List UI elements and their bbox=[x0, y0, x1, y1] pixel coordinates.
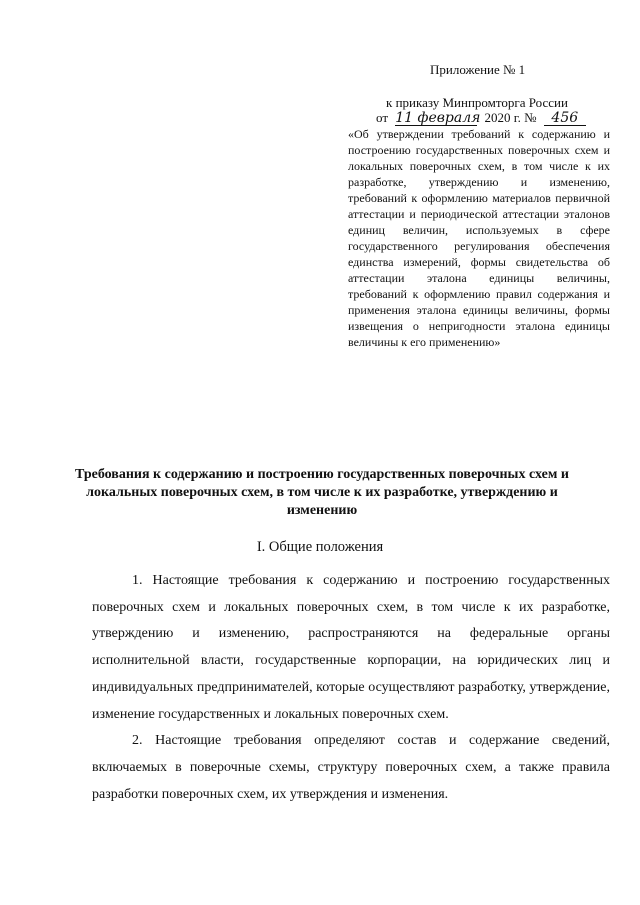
appendix-title: Приложение № 1 bbox=[430, 62, 526, 77]
paragraph-1: 1. Настоящие требования к содержанию и построению государственных поверочных схем и локальных поверочных схем, в том числе к их разработке, утверждению и изменению, распространяются на федеральные органы исполнительной власти, государственные корпорации, на юридических лиц и индивидуальных предпринимателей, которые осуществляют разработку, утверждение, изменение государственных и локальных поверочных схем. bbox=[92, 573, 610, 722]
order-reference: к приказу Минпромторга России bbox=[386, 95, 568, 110]
document-title: Требования к содержанию и построению государственных поверочных схем и локальных поверочных схем, в том числе к их разработке, утверждению и изменению bbox=[75, 467, 569, 518]
paragraph-2: 2. Настоящие требования определяют состав и содержание сведений, включаемых в поверочные схемы, структуру поверочных схем, а также правила разработки поверочных схем, их утверждения и изменения. bbox=[92, 733, 610, 802]
decree-title-block: «Об утверждении требований к содержанию и построению государственных поверочных схем и локальных поверочных схем, в том числе к их разработке, утверждению и изменению, требований к оформлению материалов первичной аттестации и периодической аттестации эталонов единиц величин, используемых в сфере государственного регулирования обеспечения единства измерений, формы свидетельства об аттестации эталона единицы величины, требований к оформлению правил содержания и применения эталона единицы величины, формы извещения о непригодности эталона единицы величины к его применению» bbox=[348, 127, 610, 349]
handwritten-date: 11 февраля bbox=[395, 110, 481, 126]
body-text bbox=[92, 568, 610, 808]
order-date-line bbox=[376, 110, 586, 126]
handwritten-order-number: 456 bbox=[544, 111, 586, 126]
date-prefix: от bbox=[376, 110, 389, 125]
date-suffix: 2020 г. № bbox=[484, 110, 537, 125]
section-heading: I. Общие положения bbox=[256, 539, 384, 555]
